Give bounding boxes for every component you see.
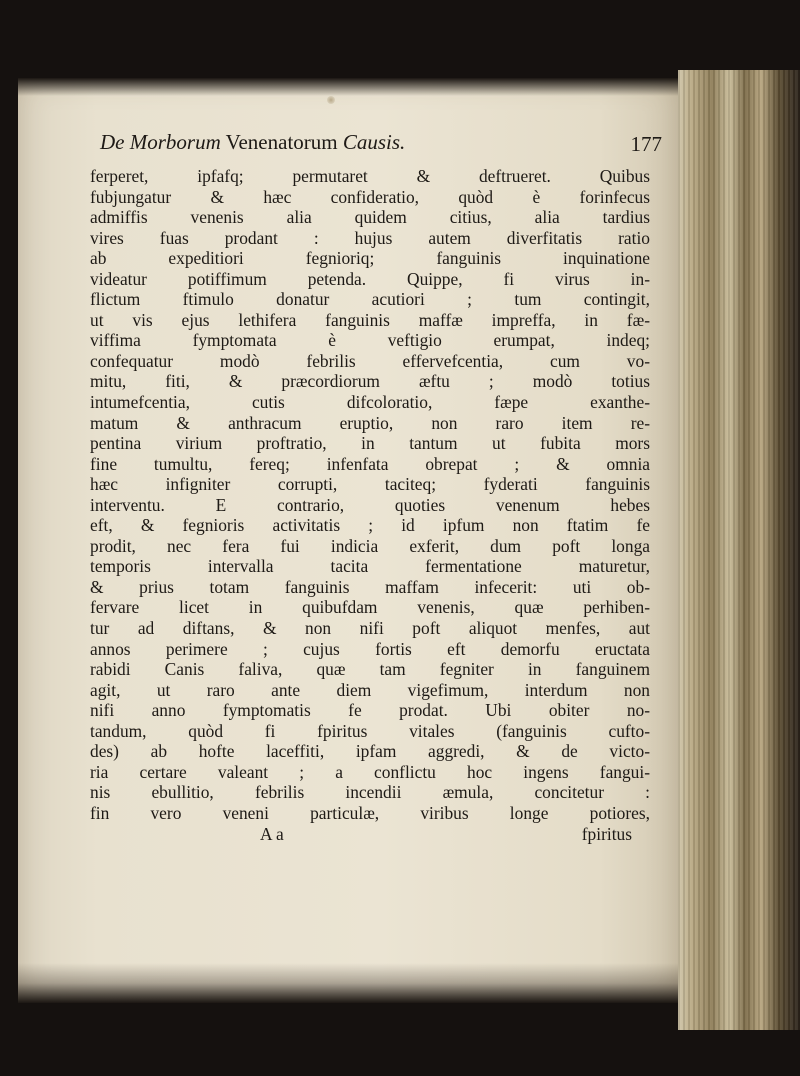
text-line: ut vis ejus lethifera fanguinis maffæ impreffa, in fæ- [90,309,650,330]
text-line: videatur potiffimum petenda. Quippe, fi virus in- [90,268,650,289]
text-line: interventu. E contrario, quoties venenum hebes [90,494,650,515]
page-top-shadow [18,78,678,96]
text-line: fubjungatur & hæc confideratio, quòd è forinfecus [90,186,650,207]
text-line: des) ab hofte laceffiti, ipfam aggredi, & de victo- [90,741,650,762]
text-line: hæc infigniter corrupti, taciteq; fyderati fanguinis [90,474,650,495]
running-title [100,130,405,155]
body-text [90,166,650,824]
text-line: ria certare valeant ; a conflictu hoc ingens fangui- [90,761,650,782]
text-line: fervare licet in quibufdam venenis, quæ perhiben- [90,597,650,618]
page-bottom-shadow [18,963,678,1003]
title-main: Venenatorum [225,130,338,154]
text-line: admiffis venenis alia quidem citius, alia tardius [90,207,650,228]
text-line: & prius totam fanguinis maffam infecerit: uti ob- [90,576,650,597]
text-line: tandum, quòd fi fpiritus vitales (fanguinis cufto- [90,720,650,741]
text-line: ab expeditiori fegnioriq; fanguinis inquinatione [90,248,650,269]
text-line: matum & anthracum eruptio, non raro item re- [90,412,650,433]
text-line: eft, & fegnioris activitatis ; id ipfum non ftatim fe [90,515,650,536]
text-line: pentina virium proftratio, in tantum ut fubita mors [90,433,650,454]
text-line: annos perimere ; cujus fortis eft demorfu eructata [90,638,650,659]
text-line: mitu, fiti, & præcordiorum æftu ; modò totius [90,371,650,392]
text-line: agit, ut raro ante diem vigefimum, interdum non [90,679,650,700]
text-line: ferperet, ipfafq; permutaret & deftrueret. Quibus [90,166,650,186]
title-italic: Morborum [129,130,221,154]
page-content [90,130,662,846]
text-line: fin vero veneni particulæ, viribus longe potiores, [90,802,650,823]
text-line: confequatur modò febrilis effervefcentia, cum vo- [90,350,650,371]
text-line: temporis intervalla tacita fermentatione maturetur, [90,556,650,577]
text-line: tur ad diftans, & non nifi poft aliquot menfes, aut [90,618,650,639]
text-line: fine tumultu, fereq; infenfata obrepat ; & omnia [90,453,650,474]
page-edges [678,70,800,1030]
text-line: intumefcentia, cutis difcoloratio, fæpe exanthe- [90,392,650,413]
running-header [90,130,662,164]
text-line: flictum ftimulo donatur acutiori ; tum contingit, [90,289,650,310]
title-suffix: Causis. [342,130,406,154]
text-line: vires fuas prodant : hujus autem diverfitatis ratio [90,227,650,248]
paper-stain [327,96,335,104]
text-line: viffima fymptomata è veftigio erumpat, indeq; [90,330,650,351]
catchword: fpiritus [581,823,632,844]
page-footer [90,824,650,846]
signature-mark: A a [260,823,284,844]
text-line: prodit, nec fera fui indicia exferit, dum poft longa [90,535,650,556]
title-prefix: De [100,130,125,154]
text-line: nis ebullitio, febrilis incendii æmula, concitetur : [90,782,650,803]
page-number: 177 [630,132,662,156]
text-line: rabidi Canis faliva, quæ tam fegniter in fanguinem [90,659,650,680]
text-line: nifi anno fymptomatis fe prodat. Ubi obiter no- [90,700,650,721]
